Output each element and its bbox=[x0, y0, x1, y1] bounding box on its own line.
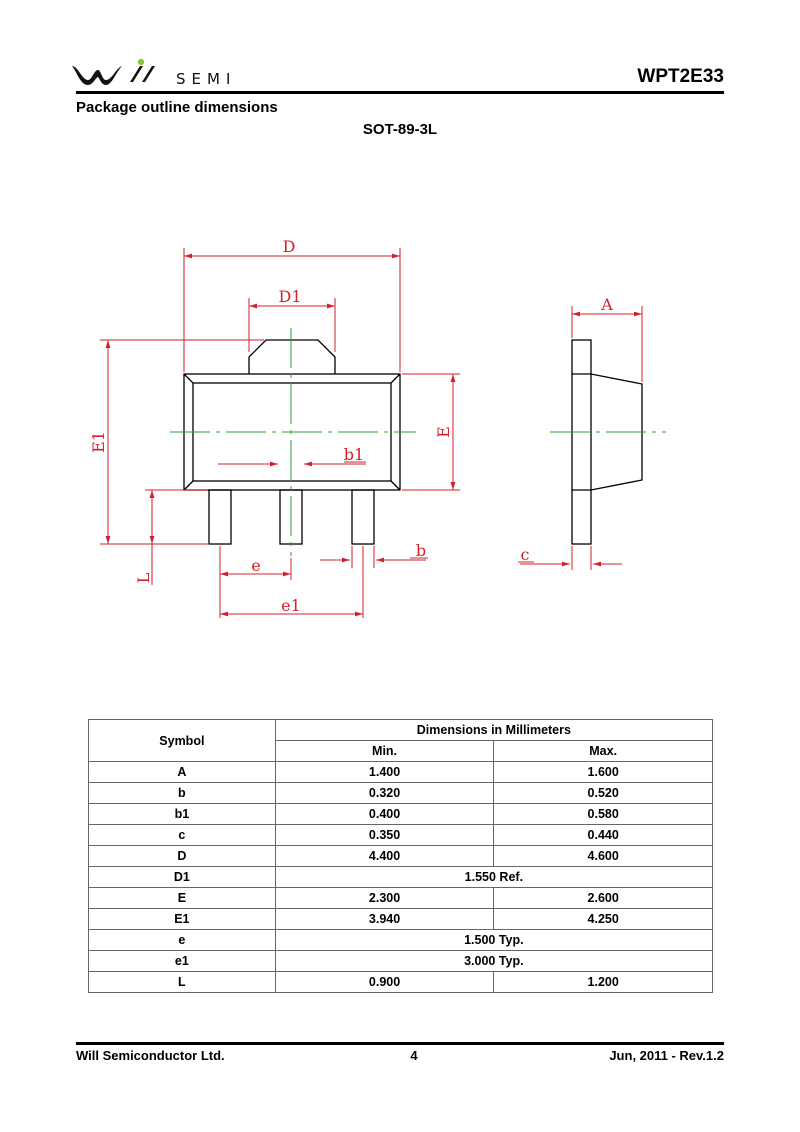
table-row bbox=[89, 804, 713, 825]
table-row bbox=[89, 783, 713, 804]
lead-left bbox=[209, 490, 231, 544]
footer-page-number: 4 bbox=[410, 1048, 418, 1063]
cell-max: 4.600 bbox=[494, 846, 713, 867]
label-b: b bbox=[415, 541, 427, 560]
table-row bbox=[89, 825, 713, 846]
label-E: E bbox=[434, 426, 453, 438]
section-title: Package outline dimensions bbox=[76, 99, 278, 116]
table-row bbox=[89, 867, 713, 888]
cell-min: 4.400 bbox=[275, 846, 494, 867]
label-e1: e1 bbox=[281, 596, 301, 615]
label-A: A bbox=[601, 295, 613, 314]
cell-merged: 3.000 Typ. bbox=[275, 951, 712, 972]
cell-symbol: c bbox=[89, 825, 276, 846]
label-e: e bbox=[251, 556, 261, 575]
cell-symbol: E bbox=[89, 888, 276, 909]
cell-min: 1.400 bbox=[275, 762, 494, 783]
dimensions-table bbox=[88, 719, 713, 993]
company-logo bbox=[70, 58, 260, 88]
top-view bbox=[184, 340, 400, 544]
cell-merged: 1.550 Ref. bbox=[275, 867, 712, 888]
cell-min: 0.350 bbox=[275, 825, 494, 846]
table-row bbox=[89, 762, 713, 783]
top-view-centerlines bbox=[170, 328, 416, 556]
cell-symbol: b bbox=[89, 783, 276, 804]
table-row bbox=[89, 972, 713, 993]
logo-text: SEMI bbox=[176, 70, 237, 88]
table-row bbox=[89, 930, 713, 951]
cell-symbol: e1 bbox=[89, 951, 276, 972]
cell-max: 2.600 bbox=[494, 888, 713, 909]
cell-symbol: E1 bbox=[89, 909, 276, 930]
label-c: c bbox=[520, 545, 530, 564]
label-L: L bbox=[134, 572, 153, 584]
cell-min: 0.320 bbox=[275, 783, 494, 804]
will-logo-mark-icon bbox=[70, 58, 170, 88]
cell-max: 1.200 bbox=[494, 972, 713, 993]
cell-max: 0.440 bbox=[494, 825, 713, 846]
lead-right bbox=[352, 490, 374, 544]
cell-symbol: L bbox=[89, 972, 276, 993]
logo-dot-icon bbox=[138, 59, 144, 65]
table-row bbox=[89, 888, 713, 909]
part-number: WPT2E33 bbox=[637, 66, 724, 87]
cell-min: 3.940 bbox=[275, 909, 494, 930]
cell-min: 0.900 bbox=[275, 972, 494, 993]
header-symbol: Symbol bbox=[89, 720, 276, 762]
cell-symbol: A bbox=[89, 762, 276, 783]
footer-company: Will Semiconductor Ltd. bbox=[76, 1048, 225, 1063]
header-max: Max. bbox=[494, 741, 713, 762]
table-row bbox=[89, 846, 713, 867]
cell-max: 0.520 bbox=[494, 783, 713, 804]
side-view bbox=[572, 340, 642, 544]
label-D1: D1 bbox=[278, 287, 302, 306]
cell-symbol: D1 bbox=[89, 867, 276, 888]
header-min: Min. bbox=[275, 741, 494, 762]
header-dimensions: Dimensions in Millimeters bbox=[275, 720, 712, 741]
table-header-row bbox=[89, 720, 713, 741]
cell-min: 0.400 bbox=[275, 804, 494, 825]
header-divider bbox=[76, 91, 724, 94]
cell-symbol: D bbox=[89, 846, 276, 867]
cell-max: 0.580 bbox=[494, 804, 713, 825]
table-row bbox=[89, 909, 713, 930]
cell-symbol: b1 bbox=[89, 804, 276, 825]
cell-min: 2.300 bbox=[275, 888, 494, 909]
package-outline-drawing bbox=[0, 230, 800, 640]
cell-max: 1.600 bbox=[494, 762, 713, 783]
label-D: D bbox=[282, 237, 296, 256]
cell-max: 4.250 bbox=[494, 909, 713, 930]
footer-divider bbox=[76, 1042, 724, 1045]
cell-symbol: e bbox=[89, 930, 276, 951]
cell-merged: 1.500 Typ. bbox=[275, 930, 712, 951]
tab-outline bbox=[249, 340, 335, 374]
label-b1: b1 bbox=[343, 445, 365, 464]
label-E1: E1 bbox=[89, 431, 108, 453]
table-row bbox=[89, 951, 713, 972]
side-lead-frame bbox=[572, 340, 591, 544]
footer-revision: Jun, 2011 - Rev.1.2 bbox=[609, 1048, 724, 1063]
package-name: SOT-89-3L bbox=[362, 121, 438, 138]
